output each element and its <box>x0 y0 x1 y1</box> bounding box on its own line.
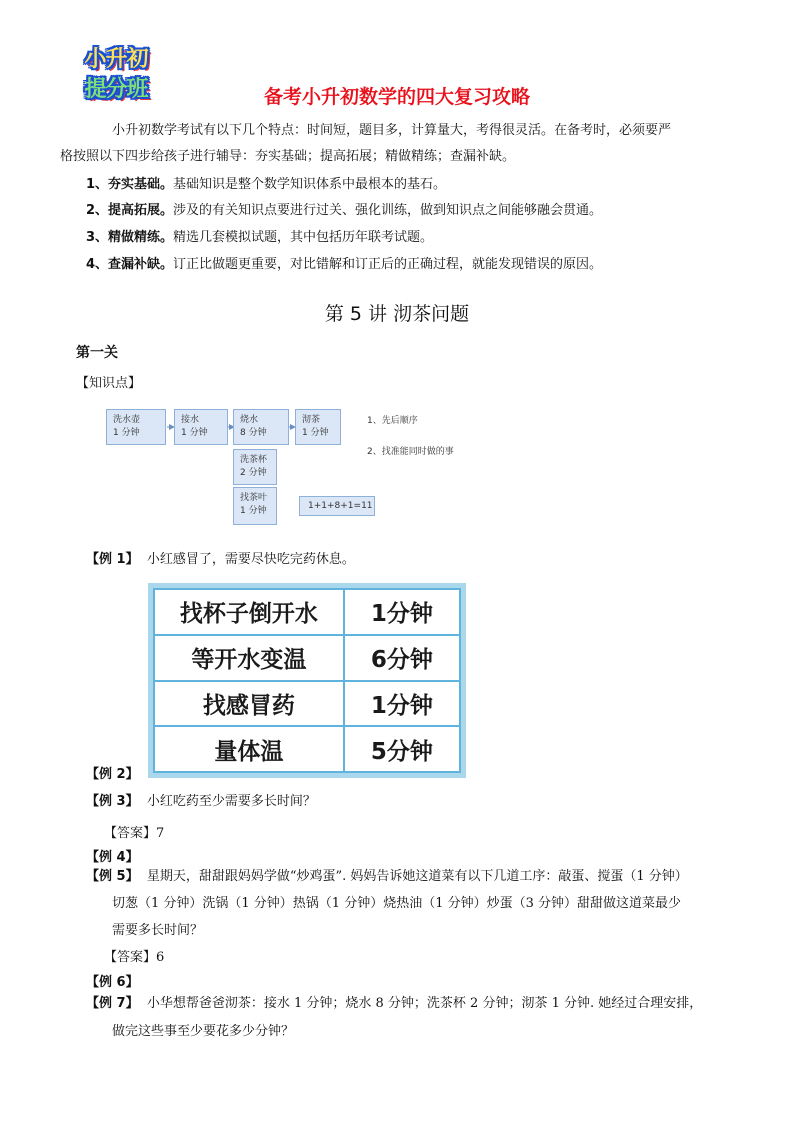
example-label: 【例 6】 <box>86 975 139 990</box>
table-row <box>154 589 460 635</box>
section-title: 第一关 <box>76 345 118 361</box>
flow-box-name: 洗水壶 <box>113 415 141 425</box>
flow-box-time: 2 分钟 <box>240 468 267 478</box>
intro-line-1: 小升初数学考试有以下几个特点：时间短，题目多，计算量大，考得很灵活。在备考时，必须要严 <box>112 123 672 138</box>
flow-box <box>233 487 277 525</box>
step-label: 4、查漏补缺。 <box>86 257 174 272</box>
time-cell: 5分钟 <box>344 726 460 772</box>
example-label: 【例 4】 <box>86 850 139 865</box>
logo-line-1: 小升初 <box>84 47 148 72</box>
intro-paragraph <box>60 118 722 170</box>
example-text: 小红吃药至少需要多长时间？ <box>146 794 316 809</box>
example-text: 小华想帮爸爸沏茶：接水 1 分钟；烧水 8 分钟；洗茶杯 2 分钟；沏茶 1 分钟. 她经过合理安排， <box>146 996 703 1011</box>
step-1 <box>86 173 726 197</box>
example-text: 小红感冒了，需要尽快吃完药休息。 <box>146 552 355 567</box>
task-cell: 找杯子倒开水 <box>154 589 344 635</box>
step-label: 1、夯实基础。 <box>86 177 174 192</box>
logo-line-2: 提分班 <box>84 77 148 102</box>
step-label: 3、精做精练。 <box>86 230 174 245</box>
time-cell: 1分钟 <box>344 681 460 727</box>
example-label: 【例 3】 <box>86 794 139 809</box>
diagram-note: 1、先后顺序 <box>367 416 418 426</box>
step-2 <box>86 199 726 223</box>
example-label: 【例 2】 <box>86 767 139 782</box>
medicine-table <box>148 583 466 778</box>
example-text: 切葱（1 分钟）洗锅（1 分钟）热锅（1 分钟）烧热油（1 分钟）炒蛋（3 分钟）甜甜做这道菜最少 <box>112 896 682 911</box>
time-cell: 6分钟 <box>344 635 460 681</box>
step-3 <box>86 226 726 250</box>
diagram-note: 2、找准能同时做的事 <box>367 447 454 457</box>
step-label: 2、提高拓展。 <box>86 203 174 218</box>
flow-box <box>106 409 166 445</box>
flow-box-name: 接水 <box>181 415 200 425</box>
example-2 <box>86 763 726 787</box>
flow-box <box>233 409 289 445</box>
example-label: 【例 1】 <box>86 552 139 567</box>
flow-box-name: 沏茶 <box>302 415 321 425</box>
example-7 <box>86 990 726 1046</box>
flow-box <box>233 449 277 485</box>
flow-box-name: 找茶叶 <box>240 493 268 503</box>
flow-box-time: 8 分钟 <box>240 428 267 438</box>
knowledge-label: 【知识点】 <box>76 376 142 391</box>
time-cell: 1分钟 <box>344 589 460 635</box>
example-1 <box>86 548 726 572</box>
answer-3: 【答案】7 <box>104 826 165 841</box>
intro-line-2: 格按照以下四步给孩子进行辅导：夯实基础；提高拓展；精做精练；查漏补缺。 <box>60 149 516 164</box>
step-4 <box>86 253 726 277</box>
task-cell: 等开水变温 <box>154 635 344 681</box>
time-table <box>153 588 461 773</box>
example-text: 星期天，甜甜跟妈妈学做“炒鸡蛋”. 妈妈告诉她这道菜有以下几道工序：敲蛋、搅蛋（1 分钟） <box>146 869 688 884</box>
table-row <box>154 635 460 681</box>
example-label: 【例 5】 <box>86 869 139 884</box>
flow-box-time: 1 分钟 <box>181 428 208 438</box>
formula-text: 1+1+8+1=11 <box>308 501 373 511</box>
flow-box <box>174 409 228 445</box>
step-text: 基础知识是整个数学知识体系中最根本的基石。 <box>173 177 447 192</box>
step-text: 涉及的有关知识点要进行过关、强化训练，做到知识点之间能够融会贯通。 <box>173 203 603 218</box>
example-text: 做完这些事至少要花多少分钟？ <box>112 1024 295 1039</box>
table-row <box>154 681 460 727</box>
flow-box-time: 1 分钟 <box>240 506 267 516</box>
flow-box-time: 1 分钟 <box>302 428 329 438</box>
example-3 <box>86 790 726 814</box>
answer-5: 【答案】6 <box>104 950 165 965</box>
page-title: 备考小升初数学的四大复习攻略 <box>263 86 530 108</box>
example-label: 【例 7】 <box>86 996 139 1011</box>
task-cell: 量体温 <box>154 726 344 772</box>
flow-box-name: 洗茶杯 <box>240 455 268 465</box>
lecture-title: 第 5 讲 沏茶问题 <box>324 303 470 325</box>
formula-box <box>299 496 375 516</box>
example-5 <box>86 863 726 944</box>
example-text: 需要多长时间？ <box>112 923 204 938</box>
flow-box-name: 烧水 <box>240 415 259 425</box>
flow-box-time: 1 分钟 <box>113 428 140 438</box>
flow-box <box>295 409 341 445</box>
step-text: 订正比做题更重要，对比错解和订正后的正确过程，就能发现错误的原因。 <box>173 257 603 272</box>
task-cell: 找感冒药 <box>154 681 344 727</box>
step-text: 精选几套模拟试题，其中包括历年联考试题。 <box>173 230 434 245</box>
